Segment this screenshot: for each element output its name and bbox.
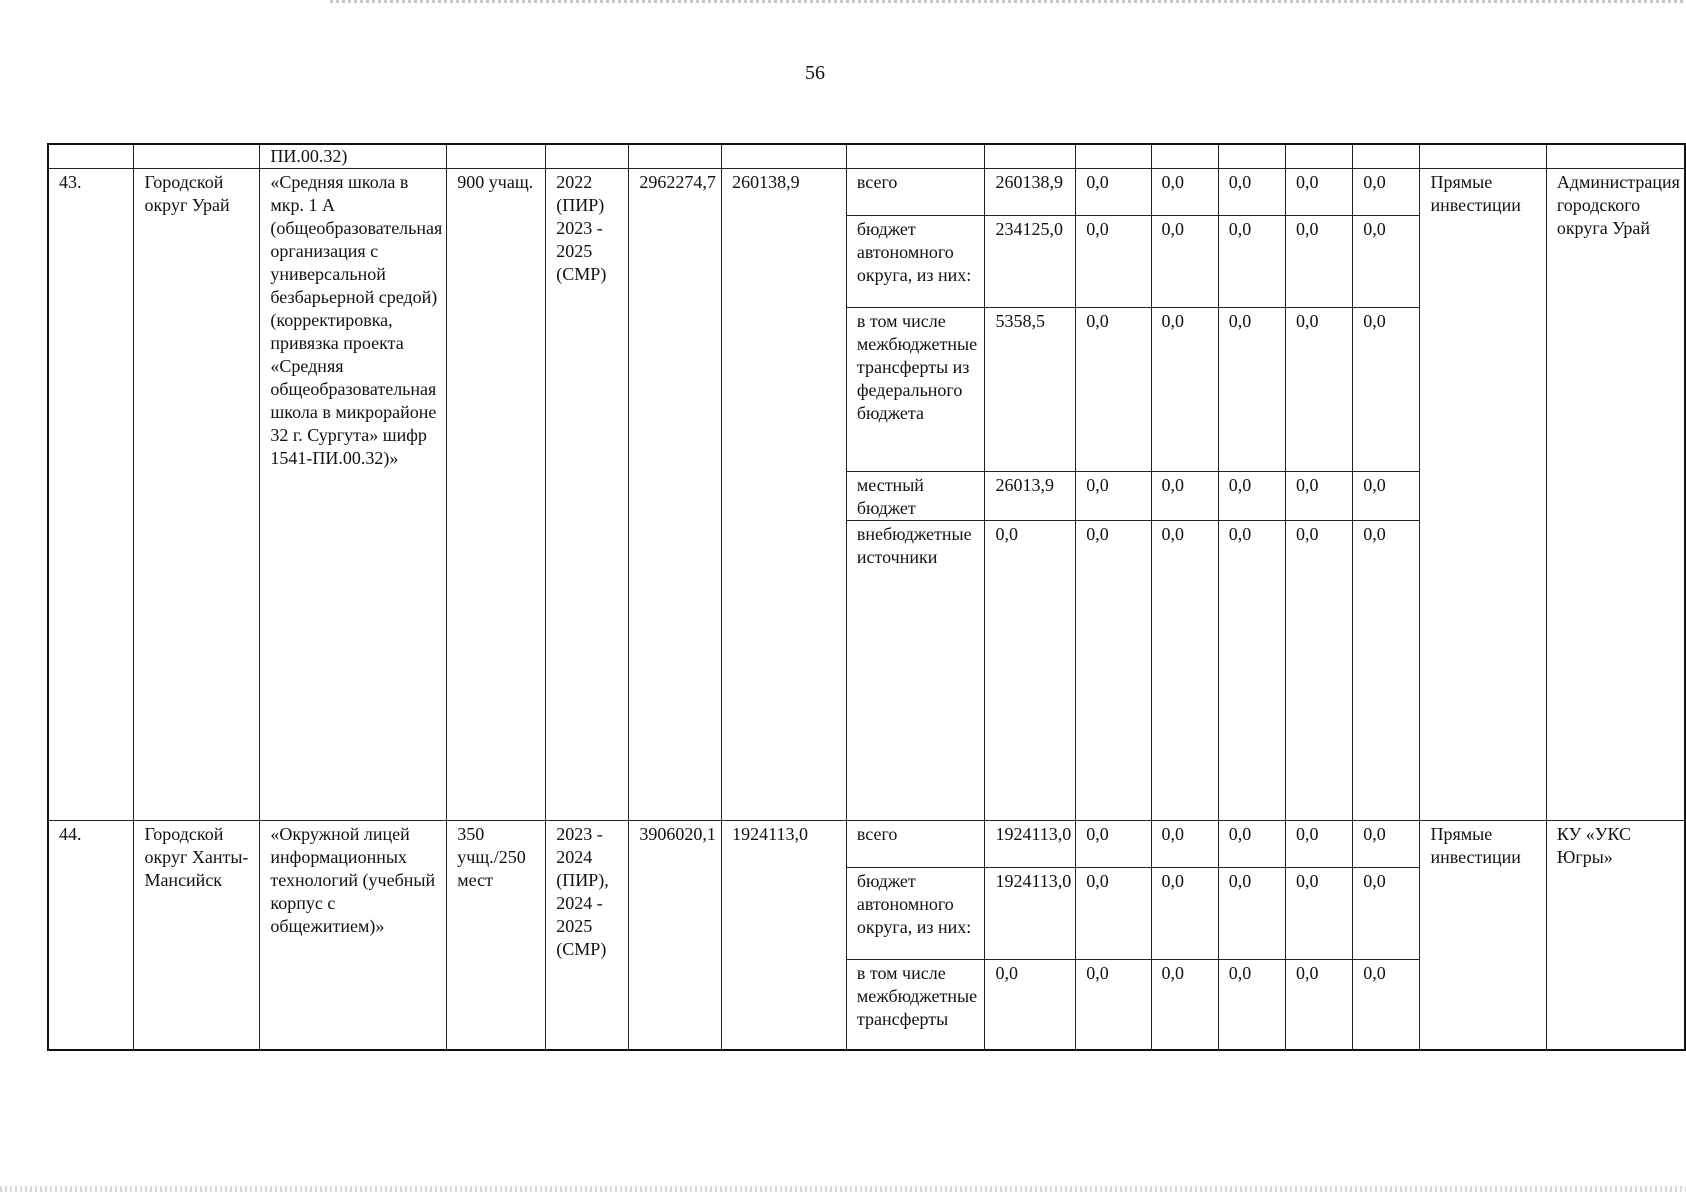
amount-cell: 0,0 bbox=[1218, 868, 1285, 960]
amount-cell: 0,0 bbox=[1151, 868, 1218, 960]
amount-cell: 0,0 bbox=[985, 521, 1076, 821]
object-name-cell: «Окружной лицей информационных технологий (учебный корпус с общежитием)» bbox=[260, 821, 447, 1050]
funding-source-cell: бюджет автономного округа, из них: bbox=[846, 868, 985, 960]
row-number: 43. bbox=[48, 169, 134, 821]
capacity-cell: 900 учащ. bbox=[447, 169, 546, 821]
amount-cell: 0,0 bbox=[1151, 308, 1218, 472]
amount-cell: 0,0 bbox=[1076, 868, 1151, 960]
amount-cell: 0,0 bbox=[1151, 472, 1218, 521]
amount-cell: 0,0 bbox=[1353, 521, 1420, 821]
amount-cell: 0,0 bbox=[1076, 169, 1151, 216]
amount-cell: 0,0 bbox=[1218, 308, 1285, 472]
amount-cell: 26013,9 bbox=[985, 472, 1076, 521]
amount-cell: 0,0 bbox=[1076, 960, 1151, 1050]
funding-source-cell: в том числе межбюджетные трансферты bbox=[846, 960, 985, 1050]
capacity-cell: 350 учщ./250 мест bbox=[447, 821, 546, 1050]
remaining-cost-cell: 260138,9 bbox=[722, 169, 847, 821]
object-name-tail: ПИ.00.32) bbox=[260, 144, 447, 169]
scan-edge-bottom bbox=[0, 1186, 1686, 1192]
amount-cell: 0,0 bbox=[1076, 308, 1151, 472]
cost-cell: 3906020,1 bbox=[629, 821, 722, 1050]
amount-cell: 0,0 bbox=[1285, 868, 1352, 960]
funding-source-cell: всего bbox=[846, 821, 985, 868]
amount-cell: 234125,0 bbox=[985, 216, 1076, 308]
funding-source-cell: бюджет автономного округа, из них: bbox=[846, 216, 985, 308]
municipality-cell: Городской округ Ханты-Мансийск bbox=[134, 821, 260, 1050]
amount-cell: 1924113,0 bbox=[985, 821, 1076, 868]
municipality-cell: Городской округ Урай bbox=[134, 169, 260, 821]
amount-cell: 0,0 bbox=[1285, 169, 1352, 216]
funding-source-cell: всего bbox=[846, 169, 985, 216]
object-name-cell: «Средняя школа в мкр. 1 А (общеобразовательная организация с универсальной безбарьерной средой) (корректировка, привязка проекта «Средняя общеобразовательная школа в микрорайоне 32 г. Сургута» шифр 1541-ПИ.00.32)» bbox=[260, 169, 447, 821]
page-number: 56 bbox=[805, 62, 825, 84]
amount-cell: 0,0 bbox=[1076, 821, 1151, 868]
amount-cell: 0,0 bbox=[1353, 472, 1420, 521]
responsible-party-cell: КУ «УКС Югры» bbox=[1546, 821, 1685, 1050]
amount-cell: 0,0 bbox=[1151, 821, 1218, 868]
investment-mechanism-cell: Прямые инвестиции bbox=[1420, 821, 1546, 1050]
investment-mechanism-cell: Прямые инвестиции bbox=[1420, 169, 1546, 821]
responsible-party-cell: Администрация городского округа Урай bbox=[1546, 169, 1685, 821]
amount-cell: 0,0 bbox=[1218, 521, 1285, 821]
amount-cell: 0,0 bbox=[985, 960, 1076, 1050]
amount-cell: 0,0 bbox=[1285, 960, 1352, 1050]
amount-cell: 0,0 bbox=[1151, 521, 1218, 821]
period-cell: 2022 (ПИР) 2023 - 2025 (СМР) bbox=[546, 169, 629, 821]
cost-cell: 2962274,7 bbox=[629, 169, 722, 821]
funding-source-cell: внебюджетные источники bbox=[846, 521, 985, 821]
funding-source-cell: в том числе межбюджетные трансферты из федерального бюджета bbox=[846, 308, 985, 472]
amount-cell: 0,0 bbox=[1151, 169, 1218, 216]
remaining-cost-cell: 1924113,0 bbox=[722, 821, 847, 1050]
amount-cell: 0,0 bbox=[1353, 868, 1420, 960]
amount-cell: 0,0 bbox=[1353, 821, 1420, 868]
funding-source-cell: местный бюджет bbox=[846, 472, 985, 521]
amount-cell: 0,0 bbox=[1218, 169, 1285, 216]
amount-cell: 0,0 bbox=[1076, 472, 1151, 521]
amount-cell: 0,0 bbox=[1076, 216, 1151, 308]
amount-cell: 0,0 bbox=[1218, 821, 1285, 868]
amount-cell: 0,0 bbox=[1218, 472, 1285, 521]
amount-cell: 0,0 bbox=[1076, 521, 1151, 821]
amount-cell: 0,0 bbox=[1285, 521, 1352, 821]
amount-cell: 0,0 bbox=[1285, 216, 1352, 308]
amount-cell: 0,0 bbox=[1218, 216, 1285, 308]
amount-cell: 260138,9 bbox=[985, 169, 1076, 216]
continuation-row bbox=[48, 144, 1685, 169]
amount-cell: 0,0 bbox=[1218, 960, 1285, 1050]
investment-table bbox=[47, 143, 1686, 1051]
amount-cell: 0,0 bbox=[1353, 169, 1420, 216]
table-row bbox=[48, 821, 1685, 868]
scan-edge-top bbox=[330, 0, 1686, 3]
amount-cell: 0,0 bbox=[1285, 821, 1352, 868]
amount-cell: 0,0 bbox=[1151, 960, 1218, 1050]
table-row bbox=[48, 169, 1685, 216]
row-number: 44. bbox=[48, 821, 134, 1050]
amount-cell: 0,0 bbox=[1285, 308, 1352, 472]
amount-cell: 1924113,0 bbox=[985, 868, 1076, 960]
period-cell: 2023 - 2024 (ПИР), 2024 - 2025 (СМР) bbox=[546, 821, 629, 1050]
amount-cell: 0,0 bbox=[1353, 216, 1420, 308]
amount-cell: 0,0 bbox=[1285, 472, 1352, 521]
amount-cell: 5358,5 bbox=[985, 308, 1076, 472]
amount-cell: 0,0 bbox=[1353, 308, 1420, 472]
amount-cell: 0,0 bbox=[1151, 216, 1218, 308]
amount-cell: 0,0 bbox=[1353, 960, 1420, 1050]
